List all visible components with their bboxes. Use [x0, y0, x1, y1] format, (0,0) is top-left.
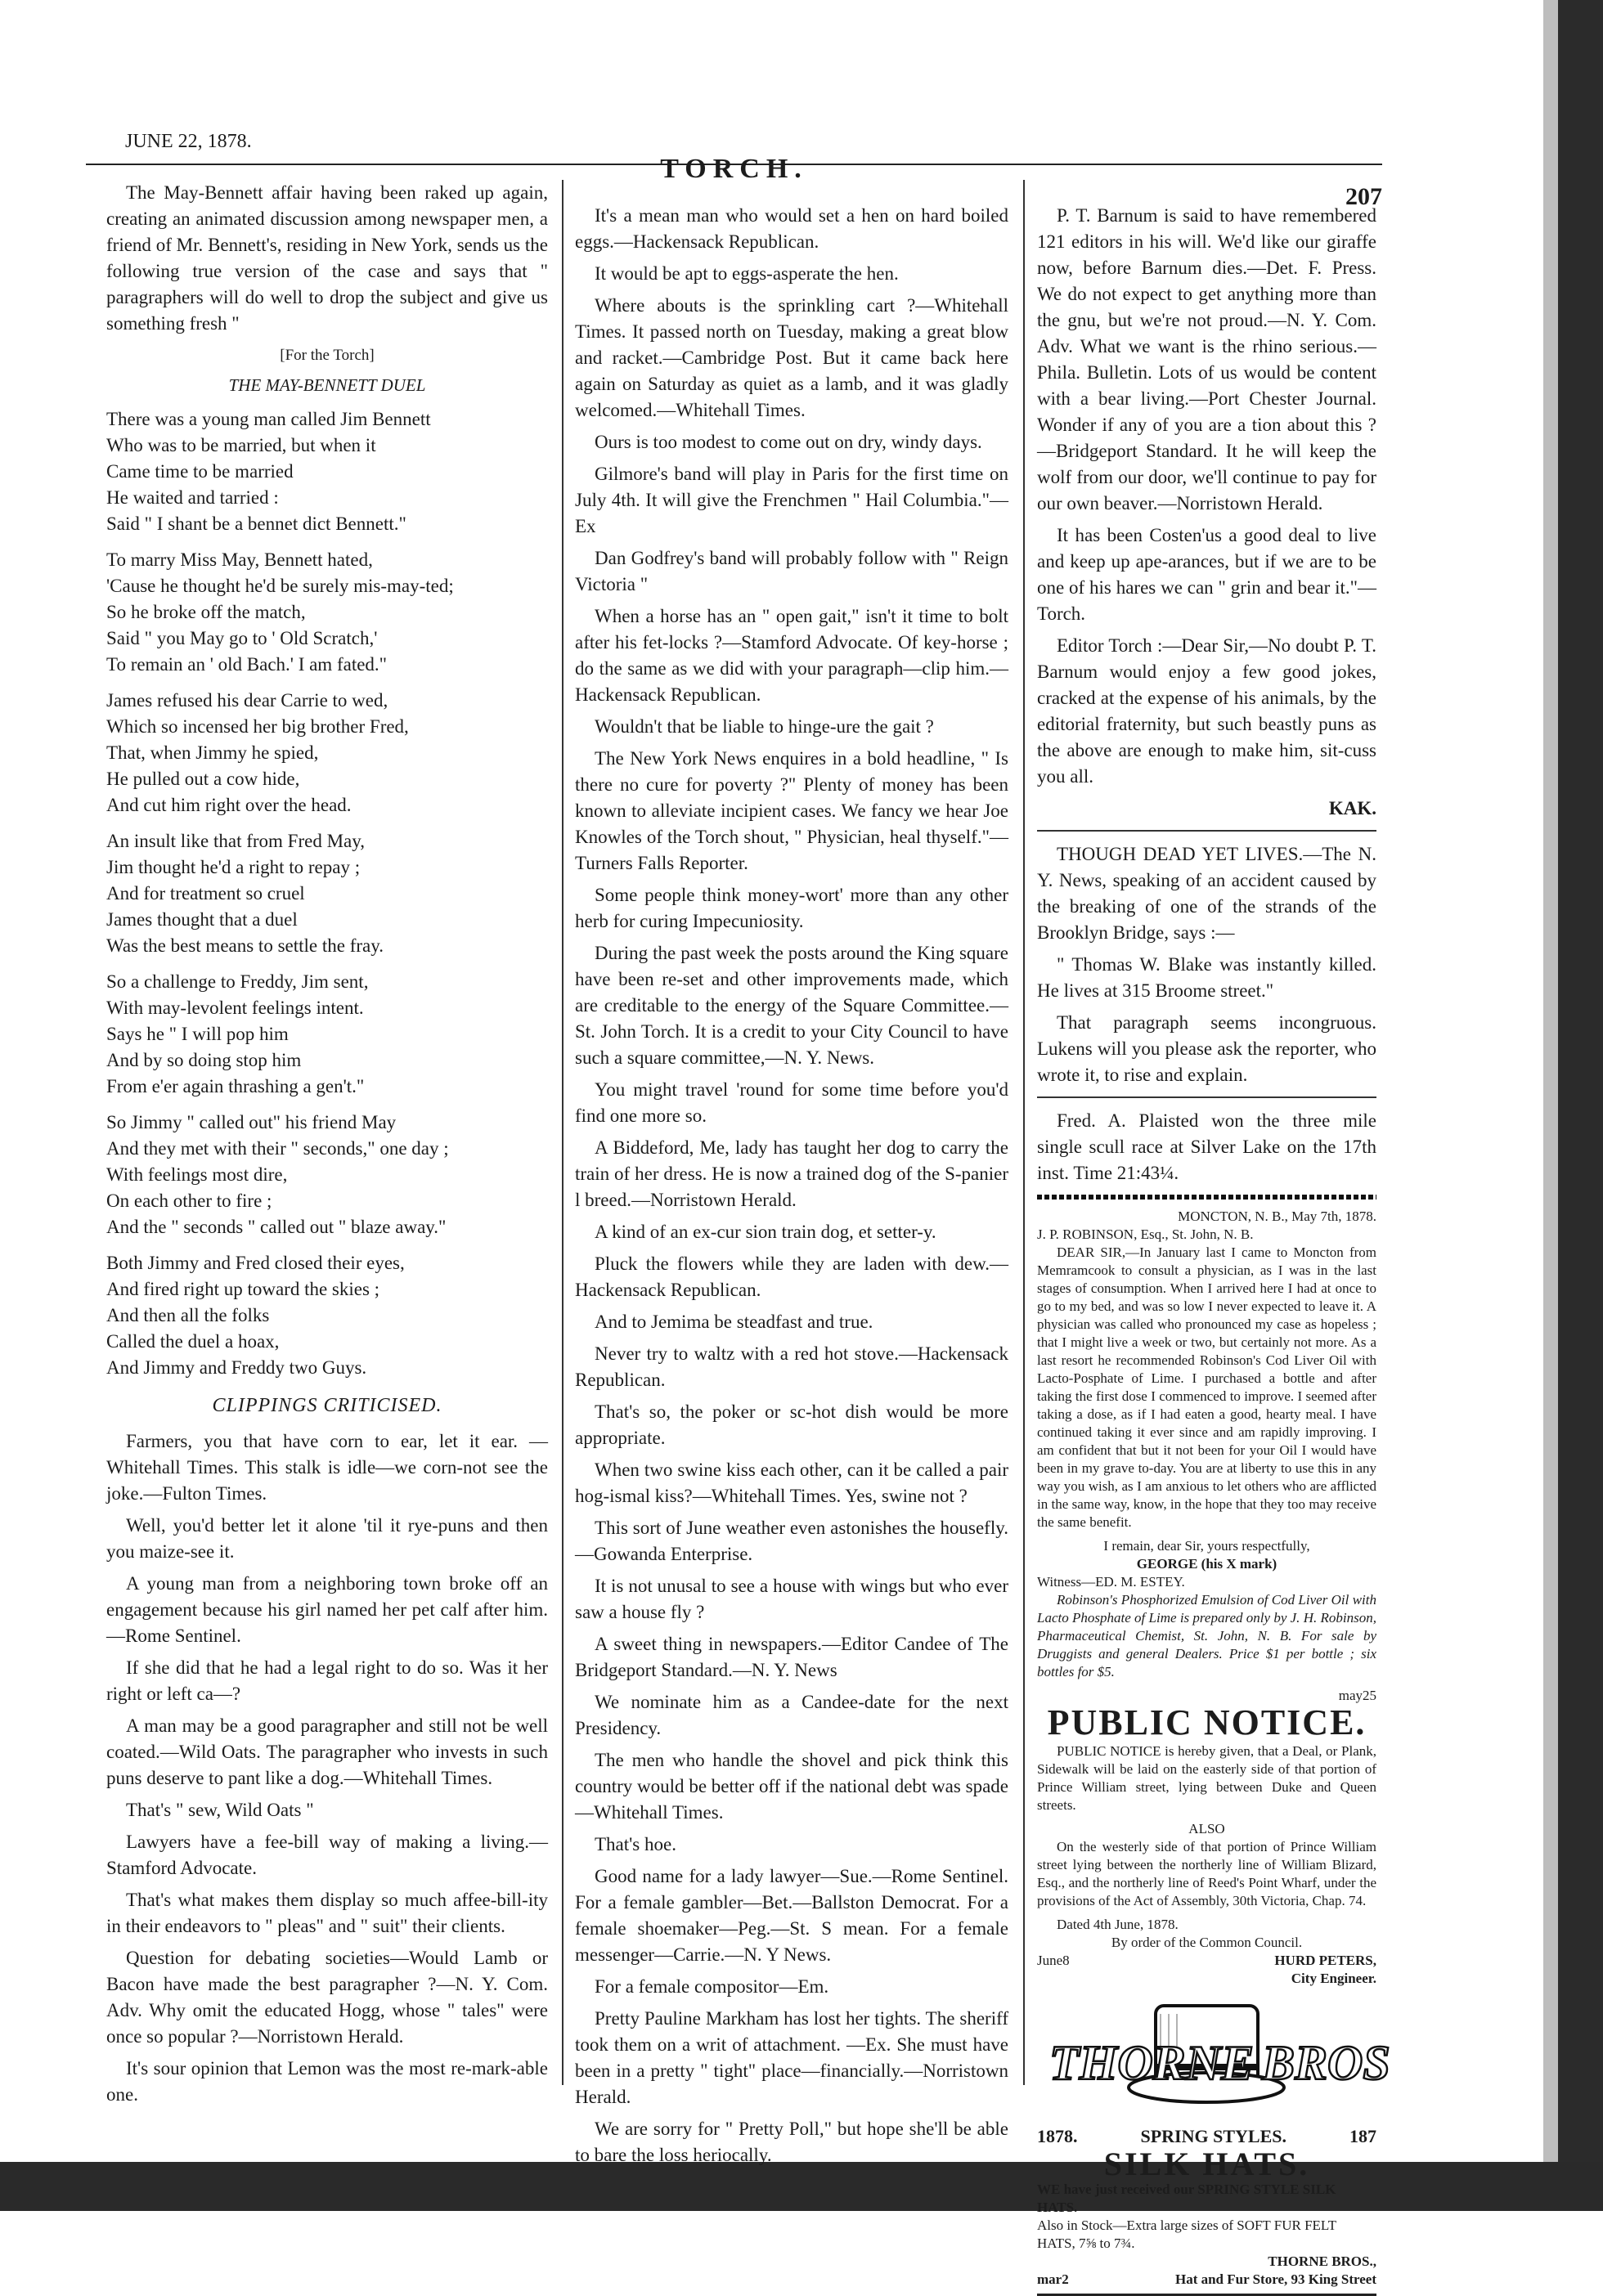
- paragraph-item: Wouldn't that be liable to hinge-ure the gait ?: [595, 716, 934, 737]
- poem-line: So Jimmy " called out" his friend May: [106, 1112, 397, 1132]
- paragraph-item: Pretty Pauline Markham has lost her tights. The sheriff took them on a writ of attachment. —Ex. She must have been in a pretty " tight" place—financially.—Norristown Herald.: [575, 2008, 1008, 2107]
- paragraph-item: THOUGH DEAD YET LIVES.—The N. Y. News, speaking of an accident caused by the breaking of one of the strands of the Brooklyn Bridge, says :—: [1037, 844, 1376, 943]
- thorne-bros-advert: [1037, 1998, 1390, 2296]
- notice-dated: Dated 4th June, 1878.: [1057, 1917, 1179, 1932]
- poem-line: 'Cause he thought he'd be surely mis-may-ted;: [106, 576, 454, 596]
- letter-body: DEAR SIR,—In January last I came to Moncton from Memramcook to consult a physician, as I was in the last stages of consumption. When I arrived here I had at once to go to my bed, and was so low I never expected to leave it. A physician was called who pronounced my case as hopeless ; that I might live a week or two, but certainly not more. As a last resort he recommended Robinson's Cod Liver Oil with Lacto-Posphate of Lime. I purchased a bottle and after taking the first dose I commenced to improve. I seemed after taking a dose, as if I had eaten a good, hearty meal. I have continued taking it ever since and am rapidly improving. I am confident that but it not been for your Oil I would have been in my grave to-day. You are at liberty to use this in any way you wish, as I am anxious to let others who are afflicted in the same way, know, in the hope that they too may receive the same benefit.: [1037, 1244, 1376, 1530]
- notice-also: ALSO: [1188, 1821, 1225, 1836]
- letter-signer: GEORGE (his X mark): [1136, 1556, 1277, 1572]
- paragraph-item: Editor Torch :—Dear Sir,—No doubt P. T. Barnum would enjoy a few good jokes, cracked at the expense of his animals, by the editorial fraternity, but such beastly puns as the above are enough to make him, sit-cuss you all.: [1037, 635, 1376, 787]
- paragraph-item: When a horse has an " open gait," isn't it time to bolt after his fet-locks ?—Stamford Advocate. Of key-horse ; do the same as we did with your paragraph—clip him.—Hackensack Republican.: [575, 606, 1008, 705]
- public-notice: [1037, 1742, 1376, 1988]
- paragraph-item: It has been Costen'us a good deal to live and keep up ape-arances, but if we are to be one of his hares we can " grin and bear it."—Torch.: [1037, 525, 1376, 624]
- paragraph-item: Dan Godfrey's band will probably follow with " Reign Victoria ": [575, 548, 1008, 594]
- poem-line: An insult like that from Fred May,: [106, 831, 365, 851]
- dead-items: [1037, 841, 1376, 1088]
- advert-styles: SPRING STYLES.: [1140, 2126, 1286, 2146]
- paragraph-item: Good name for a lady lawyer—Sue.—Rome Sentinel. For a female gambler—Bet.—Ballston Democrat. For a female shoemaker—Peg.—St. S mean. For a female messenger—Carrie.—N. Y News.: [575, 1866, 1008, 1965]
- divider: [1037, 1096, 1376, 1098]
- poem-line: Said " I shant be a bennet dict Bennett.": [106, 513, 406, 534]
- clipping-item: That's what makes them display so much affee-bill-ity in their endeavors to " pleas" and " suit" their clients.: [106, 1890, 548, 1936]
- paragraph-item: Some people think money-wort' more than any other herb for curing Impecuniosity.: [575, 885, 1008, 931]
- poem-line: Says he " I will pop him: [106, 1024, 289, 1044]
- paragraph-item: When two swine kiss each other, can it be called a pair hog-ismal kiss?—Whitehall Times. Yes, swine not ?: [575, 1460, 1008, 1506]
- paragraph-item: A kind of an ex-cur sion train dog, et setter-y.: [595, 1222, 936, 1242]
- poem-line: And the " seconds " called out " blaze away.": [106, 1217, 447, 1237]
- poem-line: That, when Jimmy he spied,: [106, 742, 319, 763]
- clipping-item: If she did that he had a legal right to do so. Was it her right or left ca—?: [106, 1657, 548, 1704]
- letter-code: may25: [1338, 1688, 1376, 1703]
- paragraph-item: We nominate him as a Candee-date for the next Presidency.: [575, 1692, 1008, 1738]
- public-notice-heading: PUBLIC NOTICE.: [1047, 1702, 1367, 1742]
- poem: [106, 406, 548, 1381]
- poem-line: James refused his dear Carrie to wed,: [106, 690, 388, 711]
- letter-recipient: J. P. ROBINSON, Esq., St. John, N. B.: [1037, 1226, 1254, 1242]
- column-3: [1037, 203, 1390, 2296]
- column-2-items: [575, 203, 1008, 2168]
- signature: KAK.: [1328, 798, 1376, 818]
- notice-signer-title: City Engineer.: [1291, 1971, 1376, 1986]
- clipping-item: It's sour opinion that Lemon was the most re-mark-able one.: [106, 2058, 548, 2105]
- poem-line: To remain an ' old Bach.' I am fated.": [106, 654, 388, 675]
- clipping-item: That's " sew, Wild Oats ": [126, 1800, 314, 1820]
- paragraph-item: Where abouts is the sprinkling cart ?—Whitehall Times. It passed north on Tuesday, making a great blow and racket.—Cambridge Post. But it came back here again on Saturday as quiet as a lamb, and it was gladly welcomed.—Whitehall Times.: [575, 295, 1008, 420]
- poem-stanza: [106, 547, 548, 678]
- paragraph-item: That's so, the poker or sc-hot dish would be more appropriate.: [575, 1401, 1008, 1448]
- paragraph-item: During the past week the posts around the King square have been re-set and other improvements made, which are creditable to the energy of the Square Committee.—St. John Torch. It is a credit to your City Council to have such a square committee,—N. Y. News.: [575, 943, 1008, 1068]
- poem-stanza: [106, 828, 548, 959]
- paragraph-item: Ours is too modest to come out on dry, windy days.: [595, 432, 982, 452]
- poem-line: Called the duel a hoax,: [106, 1331, 280, 1352]
- paragraph-item: The New York News enquires in a bold headline, " Is there no cure for poverty ?" Plenty of money has been known to alleviate incipient cases. We fancy we hear Joe Knowles of the Torch shout, " Physician, heal thyself."—Turners Falls Reporter.: [575, 748, 1008, 873]
- poem-line: And then all the folks: [106, 1305, 270, 1325]
- column-2: [575, 203, 1008, 2174]
- poem-line: So he broke off the match,: [106, 602, 306, 622]
- poem-line: With may-levolent feelings intent.: [106, 998, 364, 1018]
- clipping-item: Farmers, you that have corn to ear, let it ear. —Whitehall Times. This stalk is idle—we corn-not see the joke.—Fulton Times.: [106, 1431, 548, 1504]
- notice-body-2: On the westerly side of that portion of Prince William street lying between the northerly line of William Blizard, Esq., and the northerly line of Reed's Point Wharf, under the provisions of the Act of Assembly, 30th Victoria, Chap. 74.: [1037, 1839, 1376, 1908]
- poem-stanza: [106, 969, 548, 1100]
- divider: [1037, 830, 1376, 832]
- advert-address: Hat and Fur Store, 93 King Street: [1174, 2271, 1376, 2287]
- paragraph-item: Never try to waltz with a red hot stove.—Hackensack Republican.: [575, 1343, 1008, 1390]
- ornamental-rule: [1037, 1195, 1376, 1200]
- hat-logo-icon: [1041, 1998, 1390, 2120]
- clipping-item: A man may be a good paragrapher and still not be well coated.—Wild Oats. The paragrapher who invests in such puns deserve to pant like a dog.—Whitehall Times.: [106, 1715, 548, 1788]
- paragraph-item: " Thomas W. Blake was instantly killed. He lives at 315 Broome street.": [1037, 954, 1376, 1001]
- poem-line: He waited and tarried :: [106, 487, 279, 508]
- advert-firm: THORNE BROS.,: [1268, 2253, 1376, 2269]
- clipping-item: A young man from a neighboring town broke off an engagement because his girl named her pet calf after him.—Rome Sentinel.: [106, 1573, 548, 1646]
- scan-edge-right: [1558, 0, 1603, 2211]
- clippings-list: [106, 1428, 548, 2108]
- poem-line: There was a young man called Jim Bennett: [106, 409, 431, 429]
- column-rule-1: [562, 180, 564, 2085]
- poem-line: Which so incensed her big brother Fred,: [106, 716, 409, 737]
- paragraph-item: The men who handle the shovel and pick think this country would be better off if the national debt was spade —Whitehall Times.: [575, 1750, 1008, 1823]
- paragraph-item: And to Jemima be steadfast and true.: [595, 1312, 873, 1332]
- poem-line: With feelings most dire,: [106, 1164, 288, 1185]
- intro-paragraph: The May-Bennett affair having been raked up again, creating an animated discussion among newspaper men, a friend of Mr. Bennett's, residing in New York, sends us the following true version of the case and says that " paragraphers will do well to drop the subject and give us something fresh ": [106, 182, 548, 334]
- testimonial-letter: [1037, 1208, 1376, 1705]
- paragraph-item: A sweet thing in newspapers.—Editor Candee of The Bridgeport Standard.—N. Y. News: [575, 1634, 1008, 1680]
- advert-body-2: Also in Stock—Extra large sizes of SOFT FUR FELT HATS, 7⅝ to 7¾.: [1037, 2218, 1336, 2251]
- poem-line: And by so doing stop him: [106, 1050, 302, 1070]
- notice-body: PUBLIC NOTICE is hereby given, that a Deal, or Plank, Sidewalk will be laid on the easterly side of that portion of Prince William street, lying between Duke and Queen streets.: [1037, 1743, 1376, 1813]
- paragraph-item: It is not unusal to see a house with wings but who ever saw a house fly ?: [575, 1576, 1008, 1622]
- paragraph-item: You might travel 'round for some time before you'd find one more so.: [575, 1079, 1008, 1126]
- paragraph-item: Gilmore's band will play in Paris for the first time on July 4th. It will give the Frenchmen " Hail Columbia."—Ex: [575, 464, 1008, 536]
- poem-line: So a challenge to Freddy, Jim sent,: [106, 971, 369, 992]
- letter-dateline: MONCTON, N. B., May 7th, 1878.: [1178, 1209, 1376, 1224]
- poem-line: To marry Miss May, Bennett hated,: [106, 549, 373, 570]
- section-title: CLIPPINGS CRITICISED.: [212, 1395, 442, 1416]
- advert-body: WE have just received our SPRING STYLE SILK HATS.: [1037, 2182, 1336, 2215]
- paragraph-item: A Biddeford, Me, lady has taught her dog to carry the train of her dress. He is now a trained dog of the S-panier l breed.—Norristown Herald.: [575, 1137, 1008, 1210]
- paragraph-item: For a female compositor—Em.: [595, 1976, 829, 1997]
- logo-left-text: THORNE: [1049, 2036, 1255, 2090]
- column-rule-2: [1023, 180, 1025, 2085]
- clipping-item: Well, you'd better let it alone 'til it rye-puns and then you maize-see it.: [106, 1515, 548, 1562]
- poem-line: Both Jimmy and Fred closed their eyes,: [106, 1253, 405, 1273]
- poem-stanza: [106, 1250, 548, 1381]
- masthead-title: TORCH.: [660, 154, 808, 184]
- notice-by: By order of the Common Council.: [1111, 1935, 1303, 1950]
- poem-line: He pulled out a cow hide,: [106, 769, 300, 789]
- poem-stanza: [106, 1110, 548, 1240]
- notice-signer: HURD PETERS,: [1274, 1953, 1376, 1968]
- paragraph-item: That's hoe.: [595, 1834, 676, 1854]
- poem-line: And Jimmy and Freddy two Guys.: [106, 1357, 367, 1378]
- poem-line: And fired right up toward the skies ;: [106, 1279, 380, 1299]
- poem-line: And for treatment so cruel: [106, 883, 305, 904]
- issue-date: JUNE 22, 1878.: [125, 131, 252, 152]
- paragraph-item: This sort of June weather even astonishes the housefly.—Gowanda Enterprise.: [575, 1518, 1008, 1564]
- poem-attribution: [For the Torch]: [280, 347, 375, 364]
- advert-number: 187: [1349, 2126, 1376, 2146]
- advert-year: 1878.: [1037, 2126, 1078, 2146]
- poem-line: And cut him right over the head.: [106, 795, 352, 815]
- column-1: [106, 180, 548, 2114]
- newspaper-page: [86, 114, 1390, 2287]
- notice-code: June8: [1037, 1953, 1070, 1968]
- race-item: Fred. A. Plaisted won the three mile single scull race at Silver Lake on the 17th inst. Time 21:43¼.: [1037, 1110, 1376, 1183]
- poem-stanza: [106, 406, 548, 537]
- poem-line: Came time to be married: [106, 461, 294, 482]
- poem-line: And they met with their " seconds," one day ;: [106, 1138, 449, 1159]
- paragraph-item: It would be apt to eggs-asperate the hen.: [595, 263, 899, 284]
- clipping-item: Lawyers have a fee-bill way of making a living.—Stamford Advocate.: [106, 1832, 548, 1878]
- logo-right-text: BROS: [1262, 2036, 1390, 2090]
- page-number: 207: [1345, 183, 1382, 210]
- poem-line: Who was to be married, but when it: [106, 435, 376, 455]
- thorne-bros-logo: [1041, 1998, 1390, 2120]
- poem-stanza: [106, 688, 548, 818]
- paragraph-item: P. T. Barnum is said to have remembered 121 editors in his will. We'd like our giraffe now, before Barnum dies.—Det. F. Press. We do not expect to get anything more than the gnu, but we're not proud.—N. Y. Com. Adv. What we want is the rhino serious.—Phila. Bulletin. Lots of us would be content with a bear living.—Port Chester Journal. Wonder if any of you are a tion about this ?—Bridgeport Standard. It he will keep the wolf from our door, we'll continue to pay for our own beaver.—Norristown Herald.: [1037, 205, 1376, 513]
- poem-line: James thought that a duel: [106, 909, 298, 930]
- silk-hats-headline: SILK HATS.: [1103, 2146, 1310, 2182]
- advert-code: mar2: [1037, 2271, 1069, 2287]
- poem-line: Was the best means to settle the fray.: [106, 935, 384, 956]
- poem-title: THE MAY-BENNETT DUEL: [228, 375, 426, 395]
- cod-liver-oil-ad: Robinson's Phosphorized Emulsion of Cod Liver Oil with Lacto Phosphate of Lime is prepared only by J. H. Robinson, Pharmaceutical Chemist, St. John, N. B. For sale by Druggists and general Dealers. Price $1 per bottle ; six bottles for $5.: [1037, 1592, 1376, 1679]
- clipping-item: Question for debating societies—Would Lamb or Bacon have made the best paragrapher ?—N. Y. Com. Adv. Why omit the educated Hogg, whose " tales" were once so popular ?—Norristown Herald.: [106, 1948, 548, 2047]
- page-shadow: [1543, 0, 1558, 2211]
- paragraph-item: That paragraph seems incongruous. Lukens will you please ask the reporter, who wrote it, to rise and explain.: [1037, 1012, 1376, 1085]
- poem-line: From e'er again thrashing a gen't.": [106, 1076, 365, 1096]
- poem-line: Said " you May go to ' Old Scratch,': [106, 628, 378, 648]
- paragraph-item: It's a mean man who would set a hen on hard boiled eggs.—Hackensack Republican.: [575, 205, 1008, 252]
- paragraph-item: Pluck the flowers while they are laden with dew.—Hackensack Republican.: [575, 1253, 1008, 1300]
- paragraph-item: We are sorry for " Pretty Poll," but hope she'll be able to bare the loss heriocally.: [575, 2119, 1008, 2165]
- poem-line: On each other to fire ;: [106, 1191, 272, 1211]
- letter-closing: I remain, dear Sir, yours respectfully,: [1103, 1538, 1310, 1554]
- barnum-items: [1037, 203, 1376, 790]
- poem-line: Jim thought he'd a right to repay ;: [106, 857, 361, 877]
- letter-witness: Witness—ED. M. ESTEY.: [1037, 1574, 1185, 1590]
